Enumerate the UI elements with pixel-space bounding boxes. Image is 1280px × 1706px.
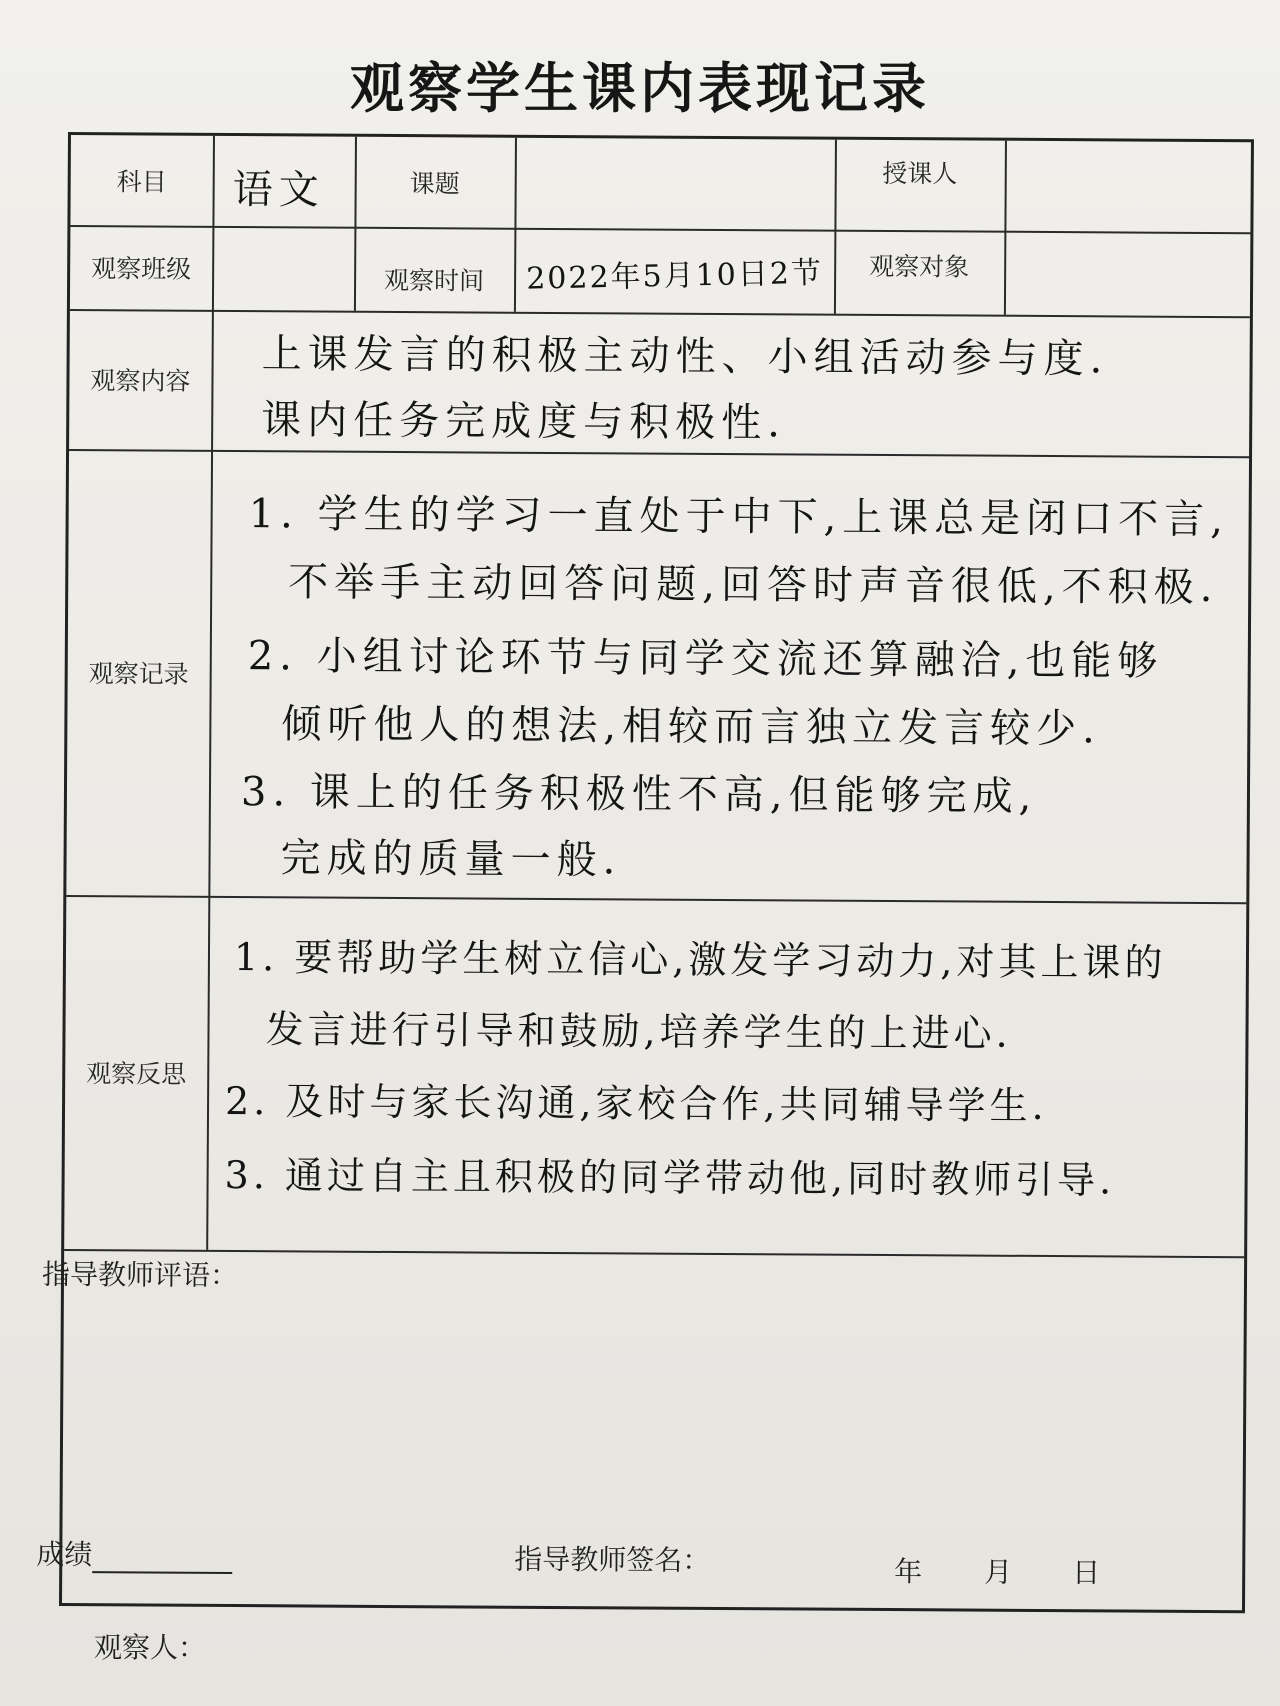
record-line: 2. 小组讨论环节与同学交流还算融洽,也能够: [247, 633, 1164, 685]
row-divider: [64, 1249, 1244, 1258]
teacher-label: 授课人: [882, 158, 958, 189]
content-label: 观察内容: [90, 366, 191, 396]
observer-label: 观察人：: [94, 1631, 207, 1664]
reflection-line: 1. 要帮助学生树立信心,激发学习动力,对其上课的: [233, 935, 1167, 985]
record-label: 观察记录: [88, 659, 189, 689]
topic-label: 课题: [409, 169, 460, 199]
record-line: 不举手主动回答问题,回答时声音很低,不积极.: [288, 559, 1219, 612]
row-divider: [69, 449, 1249, 458]
reflection-line: 3. 通过自主且积极的同学带动他,同时教师引导.: [224, 1152, 1116, 1203]
content-line: 上课发言的积极主动性、小组活动参与度.: [261, 331, 1109, 383]
advisor-comment-label: 指导教师评语：: [41, 1257, 239, 1293]
row-divider: [70, 225, 1250, 234]
record-line: 倾听他人的想法,相较而言独立发言较少.: [281, 701, 1101, 753]
record-line: 1. 学生的学习一直处于中下,上课总是闭口不言,: [248, 491, 1230, 544]
record-line: 完成的质量一般.: [280, 835, 622, 884]
target-label: 观察对象: [869, 251, 970, 282]
row-divider: [70, 309, 1250, 318]
grade-blank: [92, 1543, 232, 1574]
grade-label: [36, 1533, 232, 1574]
row-divider: [66, 895, 1246, 904]
class-label: 观察班级: [91, 254, 192, 284]
sheet-title: 观察学生课内表现记录: [350, 56, 930, 120]
record-line: 3. 课上的任务积极性不高,但能够完成,: [240, 769, 1038, 820]
reflection-line: 发言进行引导和鼓励,培养学生的上进心.: [265, 1007, 1012, 1056]
subject-label: 科目: [116, 167, 167, 197]
date-year-label: 年: [894, 1555, 923, 1589]
time-value: 2022年5月10日2节: [525, 255, 824, 297]
observation-form: [36, 132, 1254, 1613]
grade-label-text: 成绩: [36, 1537, 93, 1572]
reflection-line: 2. 及时与家长沟通,家校合作,共同辅导学生.: [224, 1078, 1048, 1129]
subject-value: 语文: [232, 167, 325, 214]
advisor-signature-label: 指导教师签名：: [514, 1542, 711, 1577]
content-line: 课内任务完成度与积极性.: [261, 397, 787, 447]
date-day-label: 日: [1072, 1556, 1101, 1590]
time-label: 观察时间: [383, 265, 485, 296]
reflection-label: 观察反思: [86, 1059, 187, 1089]
date-month-label: 月: [984, 1555, 1013, 1589]
